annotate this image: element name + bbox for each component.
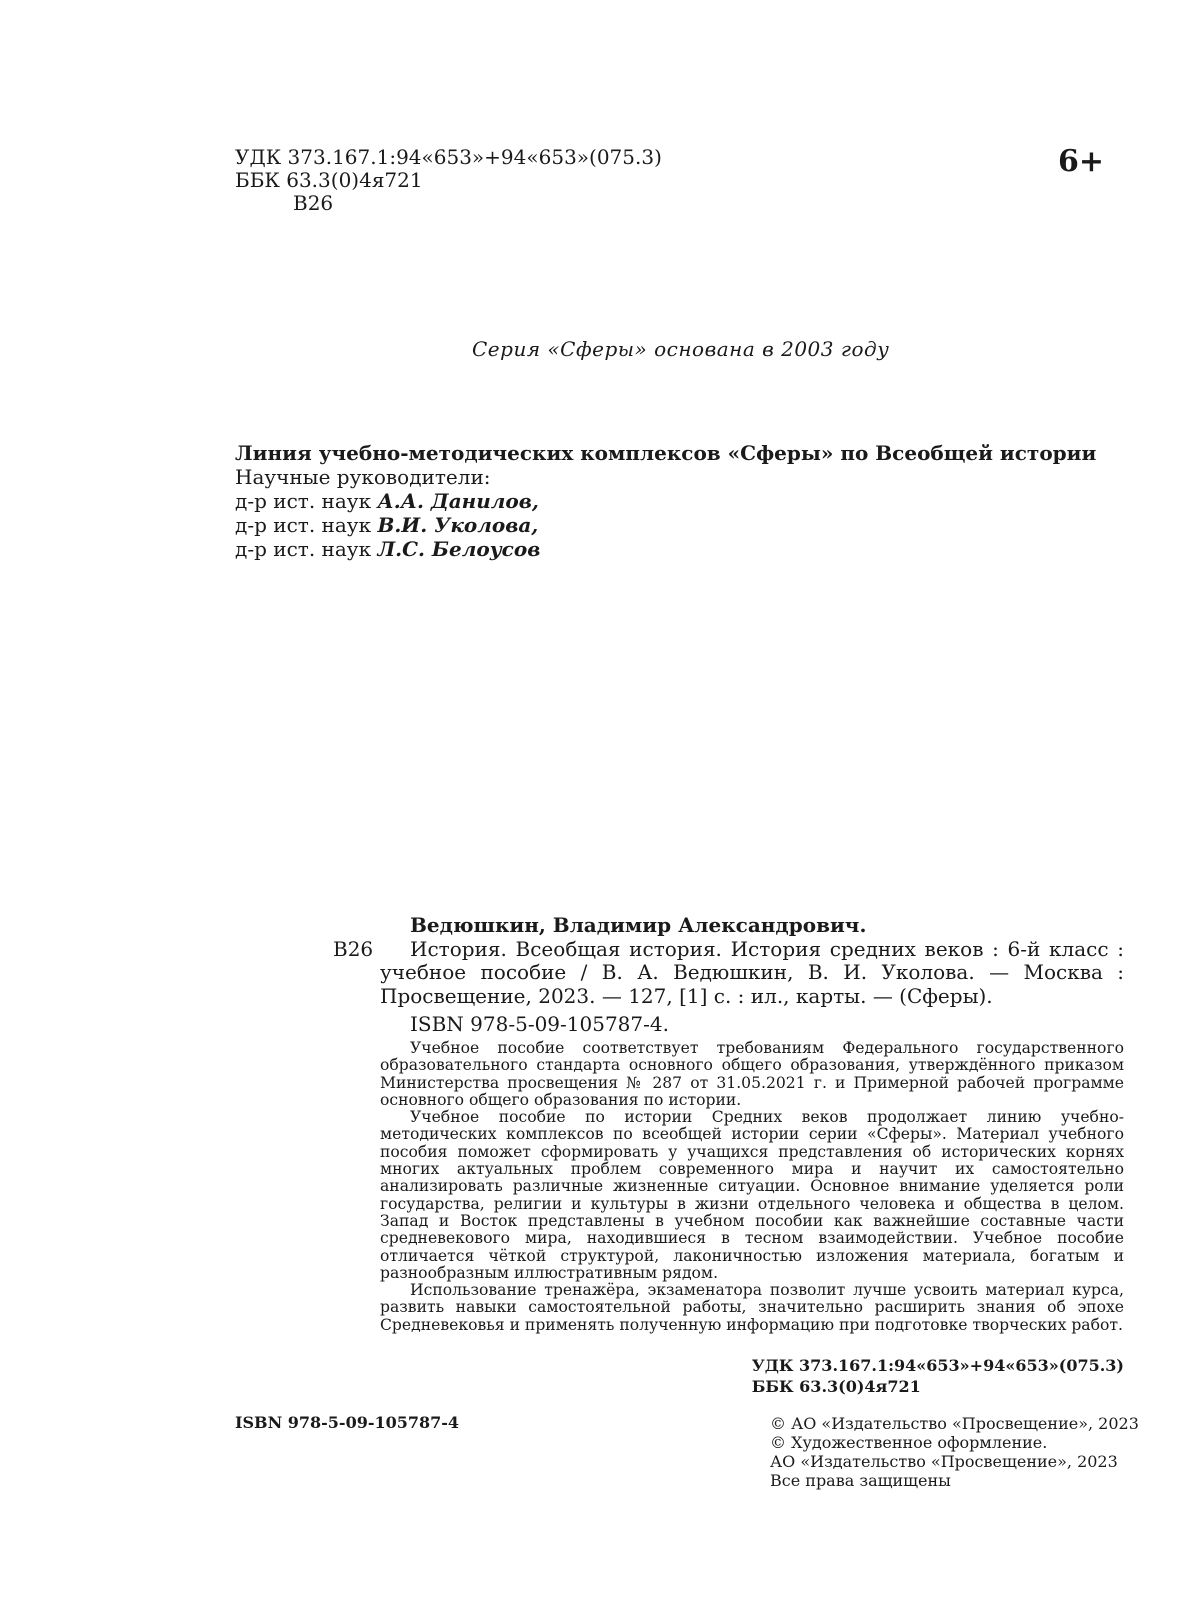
series-note: Серия «Сферы» основана в 2003 году — [472, 337, 890, 361]
copyright-line: АО «Издательство «Просвещение», 2023 — [770, 1452, 1118, 1471]
supervisor-degree: д-р ист. наук — [235, 513, 372, 537]
supervisor-name: Л.С. Белоусов — [377, 537, 541, 561]
supervisor-name: В.И. Уколова, — [377, 513, 539, 537]
biblio-description: История. Всеобщая история. История средних веков : 6-й класс : учебное пособие / В. А. Ведюшкин, В. И. Уколова. — Москва : Просвещение, 2023. — 127, [1] с. : ил., карты. — (Сферы). — [380, 936, 1124, 1008]
supervisors-label: Научные руководители: — [235, 465, 491, 489]
author-mark: В26 — [293, 191, 334, 215]
biblio-author: Ведюшкин, Владимир Александрович. — [410, 913, 867, 937]
udk-code: УДК 373.167.1:94«653»+94«653»(075.3) — [235, 145, 662, 169]
footer-classification — [752, 1355, 1124, 1397]
supervisor-degree: д-р ист. наук — [235, 537, 372, 561]
copyright-line: Все права защищены — [770, 1471, 951, 1490]
abstract-paragraph: Учебное пособие соответствует требованиям Федерального государственного образовательного стандарта основного общего образования, утверждённого приказом Министерства просвещения № 287 от 31.05.2021 г. и Примерной рабочей программе основного общего образования по истории. — [380, 1039, 1124, 1109]
footer-udk: УДК 373.167.1:94«653»+94«653»(075.3) — [751, 1356, 1124, 1375]
supervisor-row — [235, 489, 1096, 513]
biblio-code: В26 — [333, 937, 374, 961]
footer-isbn: ISBN 978-5-09-105787-4 — [235, 1413, 460, 1432]
supervisor-row — [235, 513, 1096, 537]
bibliographic-record — [380, 914, 1124, 1037]
biblio-isbn: ISBN 978-5-09-105787-4. — [410, 1012, 669, 1036]
age-rating: 6+ — [1057, 144, 1104, 179]
bbk-code: ББК 63.3(0)4я721 — [235, 168, 423, 192]
classification-block — [235, 146, 662, 215]
copyright-block — [770, 1414, 1139, 1490]
line-title: Линия учебно-методических комплексов «Сферы» по Всеобщей истории — [235, 441, 1097, 465]
abstract-paragraph: Учебное пособие по истории Средних веков продолжает линию учебно-методических комплексов по всеобщей истории серии «Сферы». Материал учебного пособия поможет сформировать у учащихся представления об исторических корнях многих актуальных проблем современного мира и научит их самостоятельно анализировать различные жизненные ситуации. Основное внимание уделяется роли государства, религии и культуры в жизни отдельного человека и общества в целом. Запад и Восток представлены в учебном пособии как важнейшие составные части средневекового мира, находившиеся в тесном взаимодействии. Учебное пособие отличается чёткой структурой, лаконичностью изложения материала, богатым и разнообразным иллюстративным рядом. — [380, 1108, 1124, 1282]
copyright-line: © АО «Издательство «Просвещение», 2023 — [770, 1414, 1139, 1433]
line-block — [235, 441, 1096, 561]
footer-bbk: ББК 63.3(0)4я721 — [751, 1377, 921, 1396]
copyright-line: © Художественное оформление. — [770, 1433, 1048, 1452]
supervisor-degree: д-р ист. наук — [235, 489, 372, 513]
abstract-paragraph: Использование тренажёра, экзаменатора позволит лучше усвоить материал курса, развить навыки самостоятельной работы, значительно расширить знания об эпохе Средневековья и применять полученную информацию при подготовке творческих работ. — [380, 1281, 1124, 1334]
supervisor-row — [235, 537, 1096, 561]
abstract — [380, 1040, 1124, 1334]
supervisor-name: А.А. Данилов, — [377, 489, 539, 513]
